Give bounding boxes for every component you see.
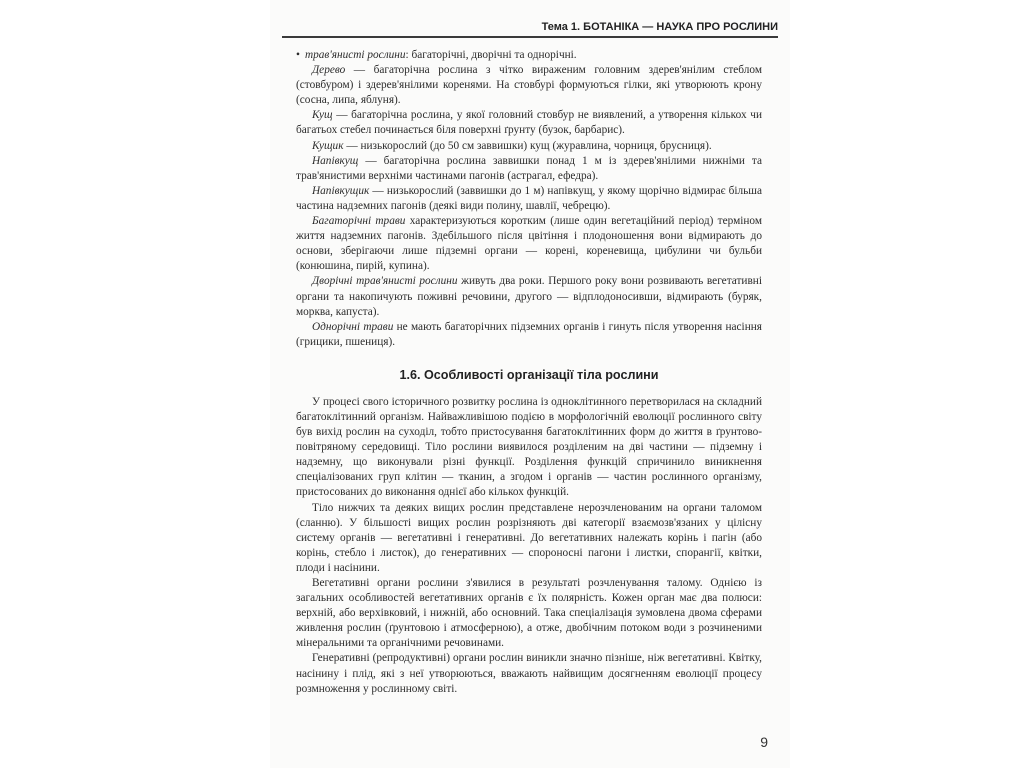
definition: — низькорослий (до 50 см заввишки) кущ (журавлина, чорниця, брусниця). xyxy=(343,139,712,152)
list-item xyxy=(296,48,762,63)
definition: — низькорослий (заввишки до 1 м) напівкущ, у якому щорічно відмирає більша частина надземних пагонів (деякі види полину, шавлії, чебрецю). xyxy=(296,184,762,212)
book-page xyxy=(270,0,790,768)
definition: не мають багаторічних підземних органів і гинуть після утворення насіння (грицики, пшениця). xyxy=(296,320,762,348)
page-number: 9 xyxy=(760,734,768,750)
term: Дерево xyxy=(312,64,346,77)
definition-paragraph xyxy=(296,139,762,154)
term: трав'янисті рослини xyxy=(304,49,406,61)
term: Кущик xyxy=(312,139,344,152)
definition: характеризуються коротким (лише один вегетаційний період) терміном життя надземних пагонів. Здебільшого після цвітіння і плодоношення вони відмирають до основи, зберігаючи лише підземні органи — корені, кореневища, цибулини чи бульби (конюшина, пирій, купина). xyxy=(296,215,762,273)
section-title: 1.6. Особливості організації тіла рослини xyxy=(399,367,659,382)
definition: — багаторічна рослина з чітко вираженим головним здерев'янілим стеблом (стовбуром) і здерев'янілими коренями. На стовбурі формуються гілки, які утворюють крону (сосна, липа, яблуня). xyxy=(296,64,762,107)
term: Дворічні трав'янисті рослини xyxy=(312,275,458,288)
running-head: Тема 1. БОТАНІКА — НАУКА ПРО РОСЛИНИ xyxy=(282,20,778,38)
definition-paragraph xyxy=(296,214,762,274)
definition: живуть два роки. Першого року вони розвивають вегетативні органи та накопичують поживні речовини, другого — відплодоносивши, відмирають (буряк, морква, капуста). xyxy=(296,275,762,318)
page-content xyxy=(296,48,762,697)
term: Однорічні трави xyxy=(312,320,394,333)
term: Напівкущ xyxy=(312,154,359,167)
body-paragraph: Генеративні (репродуктивні) органи рослин виникли значно пізніше, ніж вегетативні. Квітку, насінину і плід, які з неї утворюються, вважають найвищим досягненням еволюції процесу розмноження у рослинному світі. xyxy=(296,652,762,695)
definition-paragraph xyxy=(296,108,762,138)
term: Напівкущик xyxy=(312,184,370,197)
body-paragraph: Вегетативні органи рослини з'явилися в результаті розчленування талому. Однією із загальних особливостей вегетативних органів є їх полярність. Кожен орган має два полюси: верхній, або верхівковий, і нижній, або основний. Така спеціалізація зумовлена двома сферами живлення рослин (ґрунтовою і атмосферною), а отже, двобічним потоком води з розчиненими мінеральними та органічними речовинами. xyxy=(296,577,762,650)
definition: : багаторічні, дворічні та однорічні. xyxy=(405,49,577,61)
definition-paragraph xyxy=(296,320,762,350)
body-paragraph: У процесі свого історичного розвитку рослина із одноклітинного перетворилася на складний багатоклітинний організм. Найважливішою подією в морфологічній еволюції рослинного світу був вихід рослин на суходіл, тобто пристосування багатоклітинних форм до життя в ґрунтово-повітряному середовищі. Тіло рослини виявилося розділеним на дві частини — підземну і надземну, що виконували різні функції. Розділення функцій спричинило виникнення спеціалізованих груп клітин — тканин, а згодом і органів — частин рослинного організму, пристосованих до виконання однієї або кількох функцій. xyxy=(296,395,762,499)
definition-paragraph xyxy=(296,154,762,184)
definition-paragraph xyxy=(296,274,762,319)
definition-paragraph xyxy=(296,184,762,214)
body-paragraph: Тіло нижчих та деяких вищих рослин представлене нерозчленованим на органи таломом (сланню). У більшості вищих рослин розрізняють дві категорії взаємозв'язаних у цілісну систему органів — вегетативні і генеративні. До вегетативних належать корінь і пагін (або корінь, стебло і листок), до генеративних — спороносні пагони і листки, спорангії, квітки, плоди і насінини. xyxy=(296,501,762,574)
definition: — багаторічна рослина, у якої головний стовбур не виявлений, а утворення кількох чи багатьох стебел починається біля поверхні ґрунту (бузок, барбарис). xyxy=(296,109,762,137)
term: Кущ xyxy=(312,109,333,122)
definition-paragraph xyxy=(296,63,762,108)
definition: — багаторічна рослина заввишки понад 1 м із здерев'янілими нижніми та трав'янистими верхніми частинами пагонів (астрагал, ефедра). xyxy=(296,154,762,182)
term: Багаторічні трави xyxy=(312,215,406,228)
